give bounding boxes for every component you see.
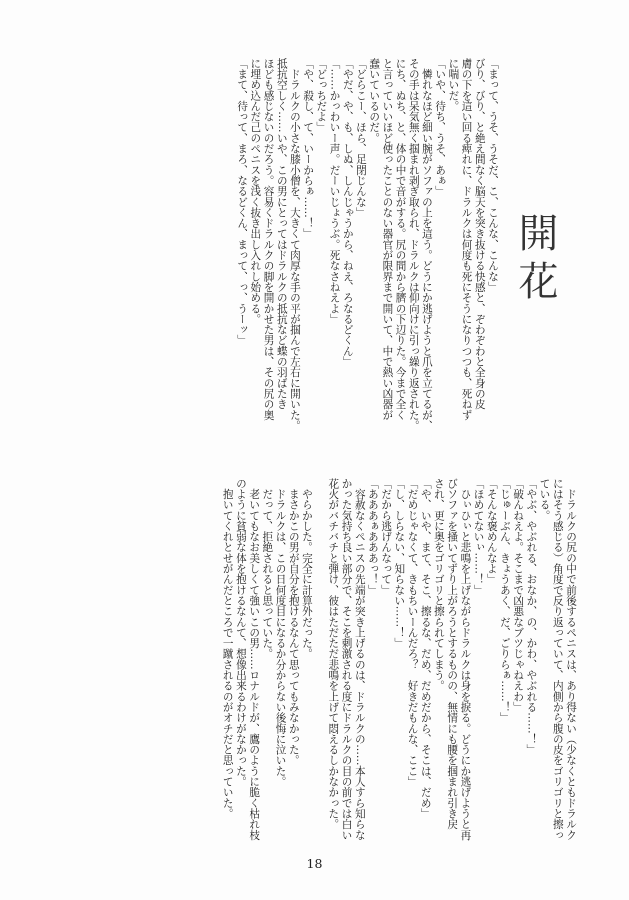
text-column: ドラルクの尻の中で前後するペニスは、あり得ない（少なくともドラルク: [565, 478, 577, 841]
text-column: 「破んねえよ。そこまで凶悪なブツじゃねえわ」: [512, 478, 525, 713]
text-column: びり、びり、と絶え間なく脳天を突き抜ける快感と、ぞわぞわと全身の皮: [473, 58, 486, 410]
text-column: 「いや、待ち、うそ、あぁ」: [434, 58, 447, 197]
text-column: かった気持ち良い部分で、そこを刺激される度にドラルクの目の前では白い: [340, 478, 353, 841]
upper-text-block: [235, 58, 499, 431]
text-column: その手は呆気無く掴まれ剥ぎ取られ、ドラルクは仰向けに引っ繰り返された。: [407, 58, 420, 431]
text-column: 「じゅーぶん、きょうあく、だ、ごりらぁ……！」: [498, 478, 511, 723]
text-column: され、更に奥をゴリゴリと擦られてしまう。: [432, 478, 445, 691]
text-column: 「……かっわいー声。だーいじょうぶ。死なさねえよ」: [328, 58, 341, 325]
text-column: 「ほめてないぃ……！」: [472, 478, 485, 596]
text-column: やらかした。完全に計算外だった。: [300, 478, 313, 660]
text-column: 「や、殺し、て、いーからぁ……！」: [302, 58, 315, 240]
text-column: 「まて、待って、まろ、なるどくん、まって、っ、うーッ」: [236, 58, 249, 346]
chapter-title: 開花: [512, 212, 558, 308]
text-column: ドラルクは、この日何度目になるか分からない後悔に泣いた。: [274, 478, 287, 787]
text-column: ている。: [538, 478, 551, 521]
text-column: 花火がバチバチと弾け、彼はただただ悲鳴を上げて悶えるしかなかった。: [327, 478, 340, 830]
text-column: 抵抗空しく……いや、この男にとってはドラルクの抵抗など蝶の羽ばたき: [275, 58, 288, 410]
page-number: 18: [306, 856, 323, 871]
text-column: 「だめじゃなくて、きもちいーんだろ？ 好きだもんな、ここ」: [406, 478, 419, 787]
text-column: ひぃひぃと悲鳴を上げながらドラルクは身を捩る。どうにか逃げようと再: [459, 478, 472, 841]
text-column: 「や、いや、まて、そこ、擦るな、だめ、だめだから、そこは、だめ」: [419, 478, 432, 819]
text-column: 「どらこー、ほら、足閉じんな」: [354, 58, 367, 218]
text-column: に埋め込んだ己のペニスを浅く抜き出し入れし始める。: [249, 58, 262, 325]
text-column: ドラルクの小さな膝小僧を、大きくて肉厚な手の平が掴んで左右に開いた。: [288, 58, 301, 431]
text-column: 「あああぁあああっ！」: [366, 478, 379, 596]
text-column: にはそう感じる）角度で反り返っていて、内側から腹の皮をゴリゴリと擦っ: [551, 478, 564, 841]
text-column: 膚の下を這い回る痺れに、ドラルクは何度も死にそうになりつつも、死ねず: [460, 58, 473, 421]
text-column: 「やだ、や、も、しぬ、しんじゃうから、ねえ、ろなるどくん」: [341, 58, 354, 367]
text-column: [313, 478, 326, 830]
text-column: 「し、しらない、知らない……！」: [393, 478, 406, 649]
text-column: に喘いだ。: [447, 58, 460, 112]
text-column: と言っていいほど使ったことのない器官が限界まで開いて、中で熱い凶器が: [381, 58, 394, 421]
text-column: のように貧弱な体を抱けるなんて、想像出来るわけがなかった。: [234, 478, 247, 787]
text-column: 「だから逃げんなって」: [380, 478, 393, 596]
text-column: 「まって、うそ、うそだ、こ、こんな、こんな」: [487, 58, 499, 293]
text-column: 蠢いているのだ。: [368, 58, 381, 144]
text-column: 「そんな褒めんなよ」: [485, 478, 498, 585]
text-column: だって、拒絶されると思っていた。: [261, 478, 274, 660]
text-column: にち、ぬち、と、体の中で音がする。尻の間から臍の下辺りた。今まで全く: [394, 58, 407, 421]
text-column: 容赦なくペニスの先端が突き上げるのは、ドラルクの……本人すら知らな: [353, 478, 366, 841]
text-column: びソファを掻いてずり上がろうとするものの、無情にも腰を掴まれ引き戻: [446, 478, 459, 830]
text-column: 老いてもなお美しくて強いこの男……ロナルドが、鷹のように脆く枯れ枝: [248, 478, 261, 841]
text-column: 「どっちだよ」: [315, 58, 328, 133]
text-column: まさかこの男が自分を抱けるなんて思ってもみなかった。: [287, 478, 300, 766]
text-column: ほども感じないのだろう。容易くドラルクの脚を開かせた男は、その尻の奥: [262, 58, 275, 421]
lower-text-block: [221, 478, 577, 841]
text-column: 憐れなほど細い腕がソファの上を這う。どうにか逃げようと爪を立てるが、: [420, 58, 433, 431]
text-column: 「やぶ、やぶれる、おなか、の、かわ、やぶれる……！」: [525, 478, 538, 755]
text-column: 抱いてくれとせがんだところで一蹴されるのがオチだと思っていた。: [221, 478, 234, 819]
